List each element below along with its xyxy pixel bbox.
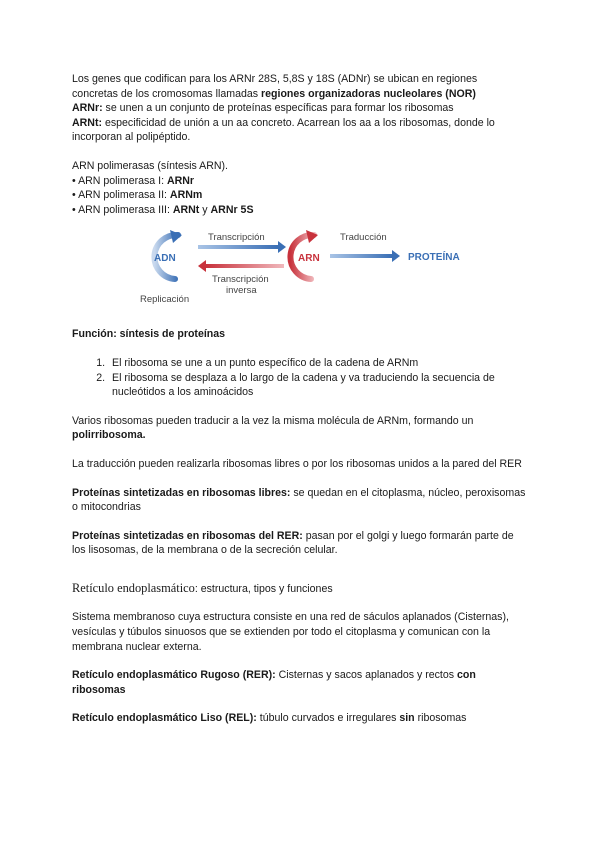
rer-text: Cisternas y sacos aplanados y rectos — [275, 669, 458, 682]
polimerasa-3-pre: • ARN polimerasa III: — [72, 203, 173, 216]
ribosomas-libres-text: se quedan en el citoplasma, núcleo, peroxisomas o mitocondrias — [72, 486, 526, 514]
reticulo-subtitle: : estructura, tipos y funciones — [194, 582, 333, 595]
funcion-step: 2. El ribosoma se desplaza a lo largo de la cadena y va traduciendo la secuencia de nucleótidos a los aminoácidos — [108, 371, 528, 400]
ribosomas-rer-paragraph — [72, 529, 528, 558]
rel-end: ribosomas — [414, 712, 467, 725]
adn-label: ADN — [154, 253, 176, 265]
transcripcion-inversa-label-2: inversa — [226, 285, 257, 297]
polirribosoma-paragraph — [72, 414, 528, 443]
reticulo-heading — [72, 581, 528, 597]
arn-label: ARN — [298, 253, 320, 265]
polimerasa-2-product: ARNm — [169, 189, 203, 202]
polimerasas-title: ARN polimerasas (síntesis ARN). — [72, 159, 229, 172]
rel-paragraph — [72, 711, 528, 726]
polimerasa-3-mid: y — [199, 203, 211, 216]
rel-label: Retículo endoplasmático Liso (REL): — [72, 712, 257, 725]
polimerasa-3-product-a: ARNt — [172, 203, 200, 216]
funcion-steps-list — [72, 356, 528, 400]
intro-paragraph — [72, 72, 528, 145]
rel-bold: sin — [399, 712, 415, 725]
intro-line-2: concretas de los cromosomas llamadas — [72, 87, 262, 100]
intro-line-1: Los genes que codifican para los ARNr 28S, 5,8S y 18S (ADNr) se ubican en regiones — [72, 73, 478, 85]
traduccion-paragraph: La traducción pueden realizarla ribosomas libres o por los ribosomas unidos a la pared del RER — [72, 457, 522, 470]
arnr-text: se unen a un conjunto de proteínas específicas para formar los ribosomas — [102, 102, 454, 115]
polirribosoma-term: polirribosoma. — [72, 429, 146, 442]
traduccion-arrowhead — [392, 250, 400, 262]
reticulo-description: Sistema membranoso cuya estructura consiste en una red de sáculos aplanados (Cisternas), vesículas y túbulos sinuosos que se extienden por todo el citoplasma y comunican con la membrana nuclear externa. — [72, 611, 509, 653]
polimerasa-1-pre: • ARN polimerasa I: — [72, 174, 167, 187]
intro-nor: regiones organizadoras nucleolares (NOR) — [261, 87, 476, 100]
replicacion-label: Replicación — [140, 294, 190, 306]
arnt-label: ARNt: — [72, 116, 103, 129]
rer-bold: con ribosomas — [72, 669, 476, 696]
funcion-title: Función: síntesis de proteínas — [72, 328, 226, 341]
traduccion-label: Traducción — [340, 232, 387, 244]
reticulo-title: Retículo endoplasmático — [72, 580, 195, 595]
traduccion-arrow-shaft — [330, 254, 392, 258]
transcripcion-inversa-label-1: Transcripción — [212, 274, 269, 286]
polimerasas-block — [72, 159, 528, 217]
transcripcion-label: Transcripción — [208, 232, 265, 244]
transcripcion-inversa-arrowhead — [198, 260, 206, 272]
arnr-label: ARNr: — [72, 102, 103, 115]
document-page — [72, 72, 528, 726]
ribosomas-rer-text: pasan por el golgi y luego formarán parte de los lisosomas, de la membrana o de la secreción celular. — [72, 529, 514, 557]
polimerasa-1-product: ARNr — [166, 174, 195, 187]
transcripcion-inversa-arrow-shaft — [206, 264, 284, 268]
funcion-step: 1. El ribosoma se une a un punto específico de la cadena de ARNm — [108, 356, 528, 371]
rer-label: Retículo endoplasmático Rugoso (RER): — [72, 669, 276, 682]
proteina-label: PROTEÍNA — [408, 252, 460, 264]
central-dogma-svg — [72, 227, 528, 311]
polimerasa-3-product-b: ARNr 5S — [210, 203, 254, 216]
ribosomas-libres-label: Proteínas sintetizadas en ribosomas libres: — [72, 486, 291, 499]
polimerasa-2-pre: • ARN polimerasa II: — [72, 189, 170, 202]
ribosomas-rer-label: Proteínas sintetizadas en ribosomas del RER: — [72, 529, 303, 542]
transcripcion-arrowhead — [278, 241, 286, 253]
central-dogma-diagram — [72, 227, 528, 311]
polirribosoma-text: Varios ribosomas pueden traducir a la vez la misma molécula de ARNm, formando un — [72, 414, 474, 427]
transcripcion-arrow-shaft — [198, 245, 278, 249]
rel-text: túbulo curvados e irregulares — [256, 712, 400, 725]
rer-paragraph — [72, 668, 528, 697]
ribosomas-libres-paragraph — [72, 486, 528, 515]
arnt-text: especificidad de unión a un aa concreto. Acarrean los aa a los ribosomas, donde lo incorporan al polipéptido. — [72, 116, 495, 144]
